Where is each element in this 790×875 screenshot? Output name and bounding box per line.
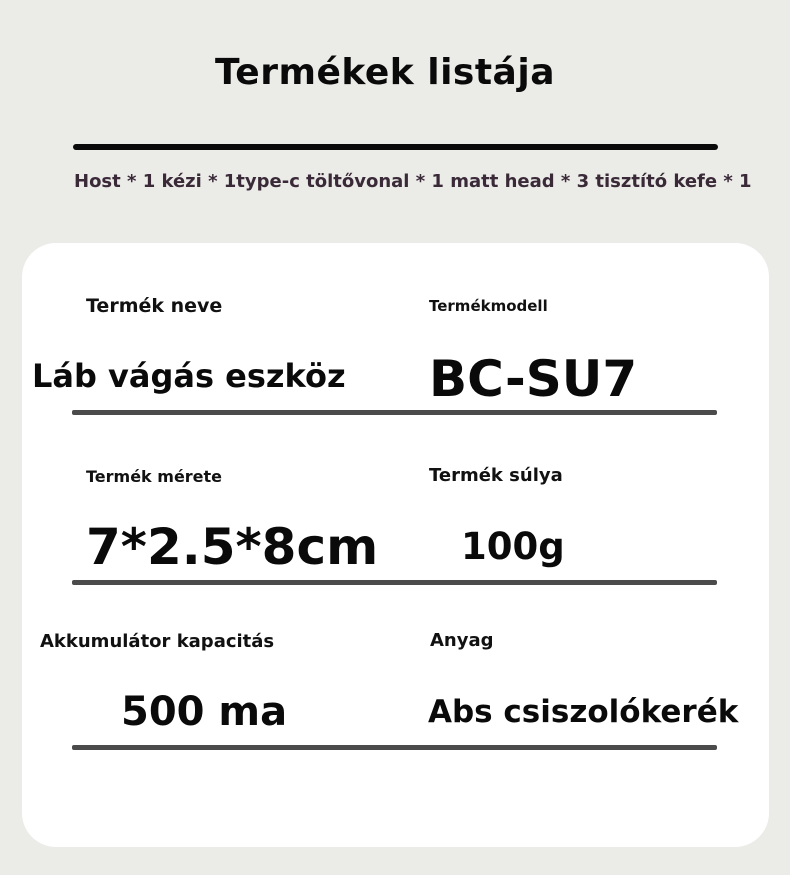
page-title: Termékek listája — [215, 52, 555, 93]
battery-value: 500 ma — [121, 689, 288, 735]
battery-label: Akkumulátor kapacitás — [40, 631, 275, 652]
material-label: Anyag — [430, 630, 494, 651]
product-name-value: Láb vágás eszköz — [32, 357, 346, 395]
product-name-label: Termék neve — [86, 295, 223, 317]
product-weight-value: 100g — [461, 525, 565, 568]
row-divider-1 — [72, 410, 717, 415]
model-label: Termékmodell — [429, 297, 548, 315]
package-contents: Host * 1 kézi * 1type-c töltővonal * 1 matt head * 3 tisztító kefe * 1 — [74, 171, 752, 192]
row-divider-2 — [72, 580, 717, 585]
product-size-value: 7*2.5*8cm — [86, 518, 379, 576]
model-value: BC-SU7 — [429, 350, 638, 408]
row-divider-3 — [72, 745, 717, 750]
material-value: Abs csiszolókerék — [428, 694, 739, 730]
title-divider — [73, 144, 718, 150]
product-weight-label: Termék súlya — [429, 465, 563, 486]
product-size-label: Termék mérete — [86, 467, 223, 486]
